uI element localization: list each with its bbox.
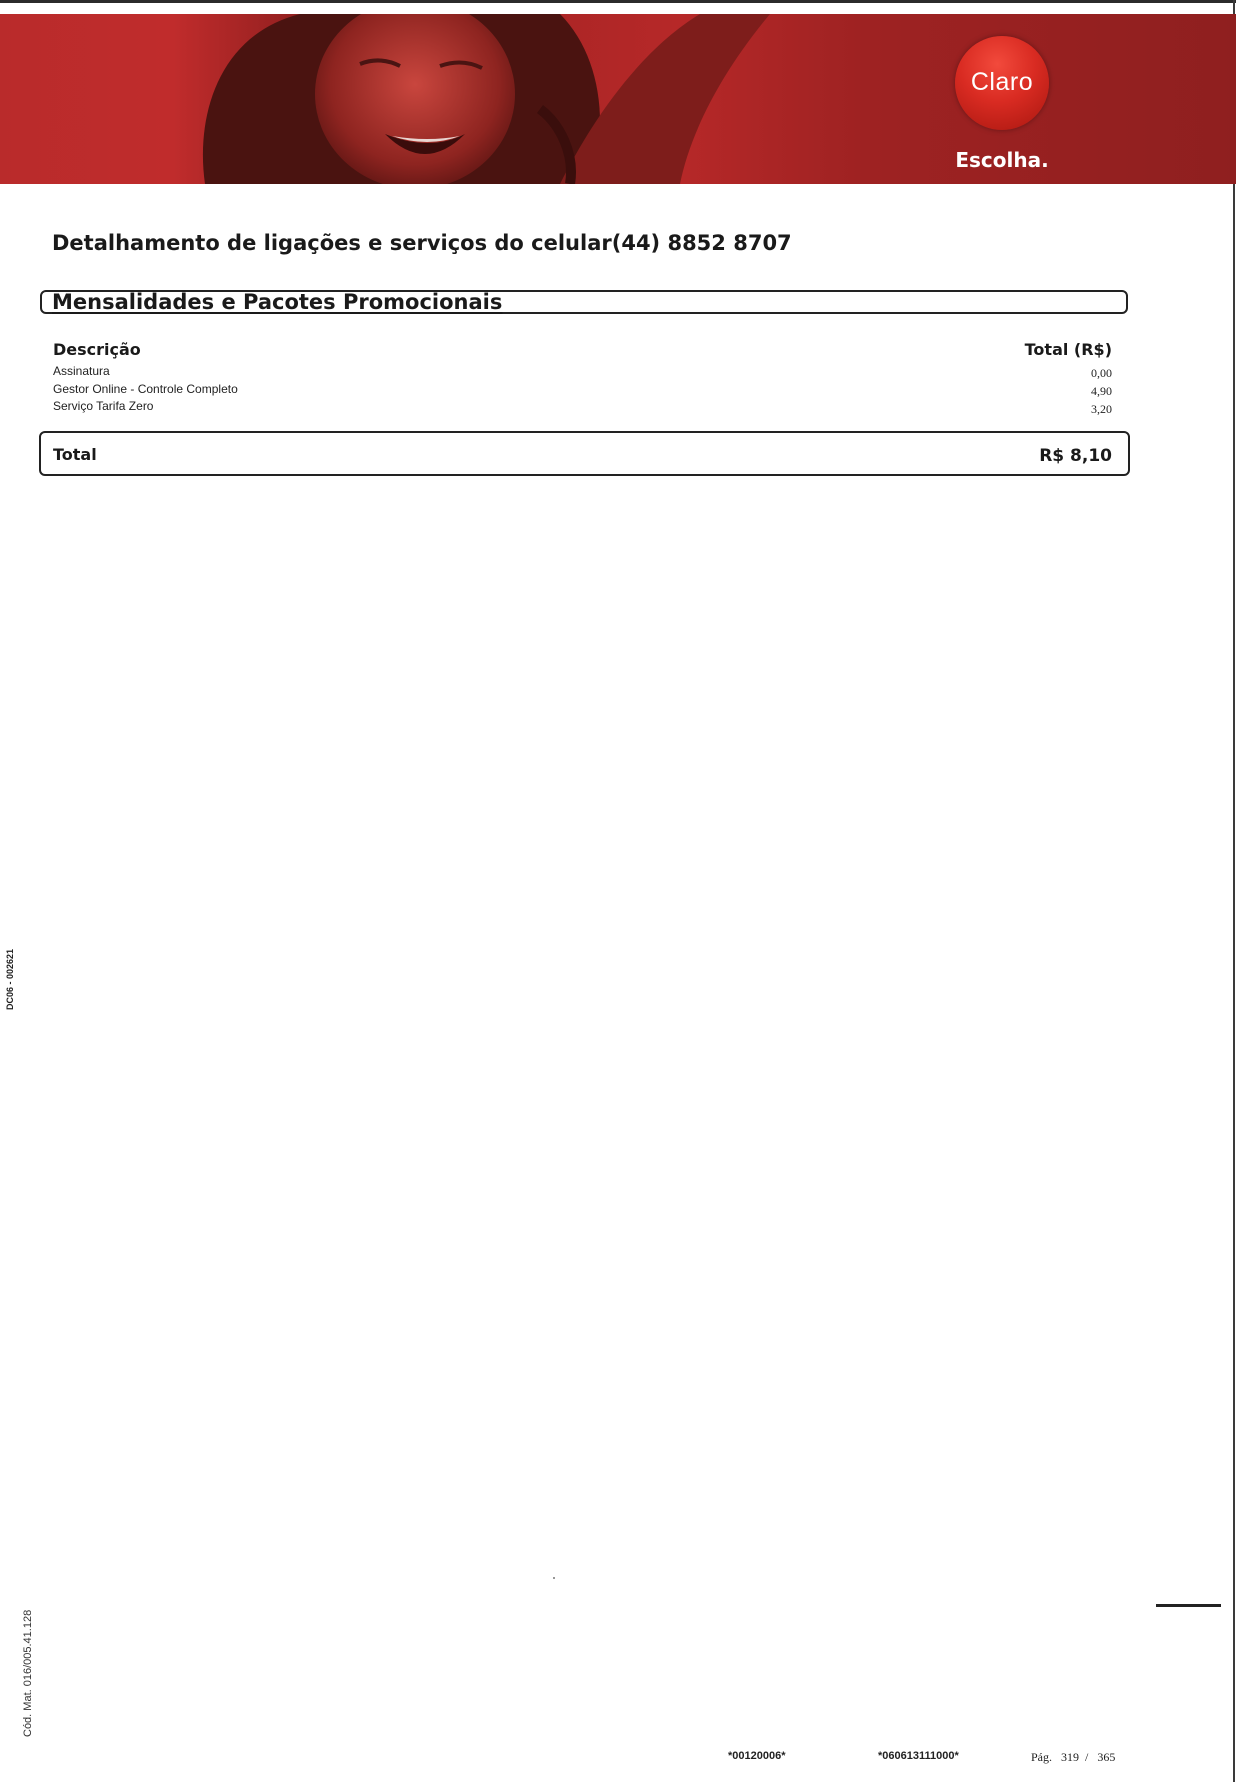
page-label: Pág. [1031, 1750, 1052, 1764]
side-document-code: DC06 - 002621 [5, 948, 15, 1010]
item-label: Serviço Tarifa Zero [53, 399, 154, 413]
page-total: 365 [1097, 1750, 1116, 1764]
material-code: Cód. Mat. 016/005.41.128 [22, 1609, 34, 1737]
item-value: 3,20 [1091, 402, 1112, 416]
logo-text: Claro [970, 68, 1034, 96]
top-rule [0, 0, 1236, 3]
column-header-description: Descrição [53, 340, 141, 359]
footer-code-1: *00120006* [728, 1750, 786, 1762]
header-banner [0, 14, 1236, 184]
page-title: Detalhamento de ligações e serviços do celular(44) 8852 8707 [52, 231, 792, 255]
page-current: 319 [1061, 1750, 1079, 1764]
footer-code-2: *060613111000* [878, 1750, 959, 1762]
item-label: Gestor Online - Controle Completo [53, 382, 238, 396]
total-label: Total [53, 445, 97, 464]
logo-tagline: Escolha. [955, 148, 1049, 172]
page-number [1031, 1750, 1121, 1765]
scan-speck [553, 1577, 555, 1579]
margin-mark [1156, 1604, 1221, 1607]
page-separator: / [1085, 1750, 1089, 1764]
claro-logo [955, 36, 1049, 130]
total-value: R$ 8,10 [1039, 446, 1112, 466]
right-edge-rule [1233, 0, 1235, 1782]
column-header-total: Total (R$) [1024, 340, 1112, 359]
total-box [39, 431, 1130, 476]
section-title: Mensalidades e Pacotes Promocionais [52, 290, 503, 314]
item-value: 0,00 [1091, 366, 1112, 380]
item-label: Assinatura [53, 364, 110, 378]
item-value: 4,90 [1091, 384, 1112, 398]
